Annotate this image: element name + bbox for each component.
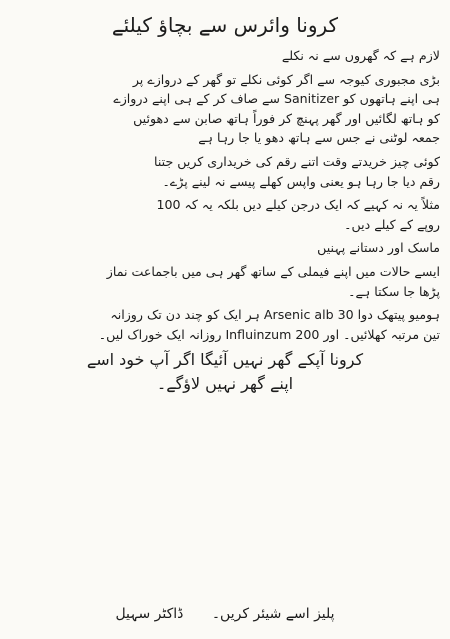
note-footer: [10, 603, 440, 625]
note-title: کرونا وائرس سے بچاؤ کیلئے: [111, 13, 339, 37]
note-line-8: مثلاً یہ نہ کہیے کہ ایک درجن کیلے دیں بلکہ یہ کہ 100: [156, 197, 440, 213]
note-line-1: لازم ہے کہ گھروں سے نہ نکلے: [281, 48, 440, 63]
note-line-14: تین مرتبہ کھلائیں۔ اور Influinzum 200 روزانہ ایک خوراک لیں۔: [98, 326, 440, 342]
note-line-6: کوئی چیز خریدتے وقت اتنے رقم کی خریداری کریں جتنا: [154, 153, 440, 169]
share-request: پلیز اسے شیئر کریں۔: [211, 606, 335, 622]
signature: ڈاکٹر سہیل: [115, 606, 184, 622]
note-line-13: ہومیو پیتھک دوا Arsenic alb 30 ہر ایک کو چند دن تک روزانہ: [110, 307, 440, 323]
note-line-2: بڑی مجبوری کیوجہ سے اگر کوئی نکلے تو گھر کے دروازے پر: [132, 71, 440, 87]
note-line-15: کرونا آپکے گھر نہیں آئیگا اگر آپ خود اسے: [86, 350, 364, 370]
note-line-4: کو ہاتھ لگائیں اور گھر پہنچ کر فوراً ہاتھ صابن سے دھوئیں: [133, 110, 440, 126]
note-line-11: ایسے حالات میں اپنے فیملی کے ساتھ گھر ہی میں باجماعت نماز: [106, 263, 440, 279]
note-line-9: روپے کے کیلے دیں۔: [344, 216, 440, 232]
note-line-5: جمعہ لوٹنی نے جس سے ہاتھ دھو یا جا رہا ہے: [198, 130, 440, 146]
note-line-7: رقم دیا جا رہا ہو یعنی واپس کھلے پیسے نہ لینے پڑے۔: [162, 173, 440, 189]
note-line-12: پڑھا جا سکتا ہے۔: [348, 283, 440, 299]
note-line-10: ماسک اور دستانے پہنیں: [317, 240, 440, 256]
note-line-16: اپنے گھر نہیں لاؤگے۔: [156, 374, 294, 394]
note-line-3: ہی اپنے ہاتھوں کو Sanitizer سے صاف کر کے ہی اپنے دروازے: [113, 91, 440, 107]
